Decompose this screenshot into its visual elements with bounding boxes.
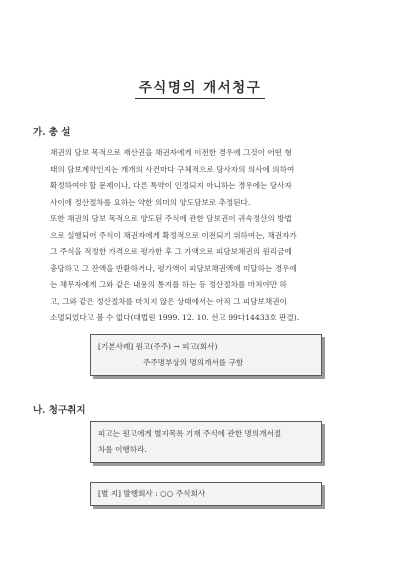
claim-purpose-box [90, 421, 322, 463]
paragraph-line: 채권의 담보 목적으로 재산권을 채권자에게 이전한 경우에 그것이 어떤 형 [50, 148, 292, 157]
paragraph-line: 는 채무자에게 그와 같은 내용의 통지를 하는 등 정산절차를 마쳐야만 하 [50, 280, 287, 289]
annex-line-1: [별 지] 발행회사 : ○○ 주식회사 [98, 489, 206, 498]
paragraph-line: 충당하고 그 잔액을 반환하거나, 평가액이 피담보채권액에 미달하는 경우에 [50, 263, 297, 273]
paragraph-line: 또한 채권의 담보 목적으로 양도된 주식에 관한 담보권이 귀속정산의 방법 [50, 214, 292, 223]
annex-box [90, 482, 322, 506]
section-b-heading: 나. 청구취지 [33, 405, 86, 416]
paragraph-line: 고, 그와 같은 정산절차를 마치지 않은 상태에서는 아직 그 피담보채권이 [50, 296, 287, 306]
basic-case-line-2: 주주명부상의 명의개서를 구함 [143, 358, 244, 367]
section-a-heading: 가. 총 설 [33, 127, 71, 138]
basic-case-line-1: [기본사례] 원고(주주) → 피고(회사) [98, 342, 218, 351]
document-title: 주식명의 개서청구 [135, 76, 266, 99]
document-title-wrap [0, 76, 400, 99]
overview-paragraph-2 [50, 211, 370, 327]
overview-paragraph-1 [50, 145, 370, 211]
paragraph-line: 사이에 정산절차를 요하는 약한 의미의 양도담보로 추정된다. [50, 197, 251, 207]
paragraph-line: 으로 실행되어 주식이 채권자에게 확정적으로 이전되기 위하여는, 채권자가 [50, 230, 297, 240]
paragraph-line: 태의 담보계약인지는 개개의 사건마다 구체적으로 당사자의 의사에 의하여 [50, 164, 295, 174]
paragraph-line: 확정하여야 할 문제이나, 다른 특약이 인정되지 아니하는 경우에는 당사자 [50, 181, 292, 190]
claim-purpose-line-2: 차를 이행하라. [98, 445, 147, 454]
basic-case-box [90, 334, 322, 376]
paragraph-line: 그 주식을 적정한 가격으로 평가한 후 그 가액으로 피담보채권의 원리금에 [50, 247, 292, 256]
claim-purpose-line-1: 피고는 원고에게 별지목록 기재 주식에 관한 명의개서절 [98, 429, 282, 438]
paragraph-line: 소멸되었다고 볼 수 없다(대법원 1999. 12. 10. 선고 99다14433호 판결). [50, 313, 300, 322]
